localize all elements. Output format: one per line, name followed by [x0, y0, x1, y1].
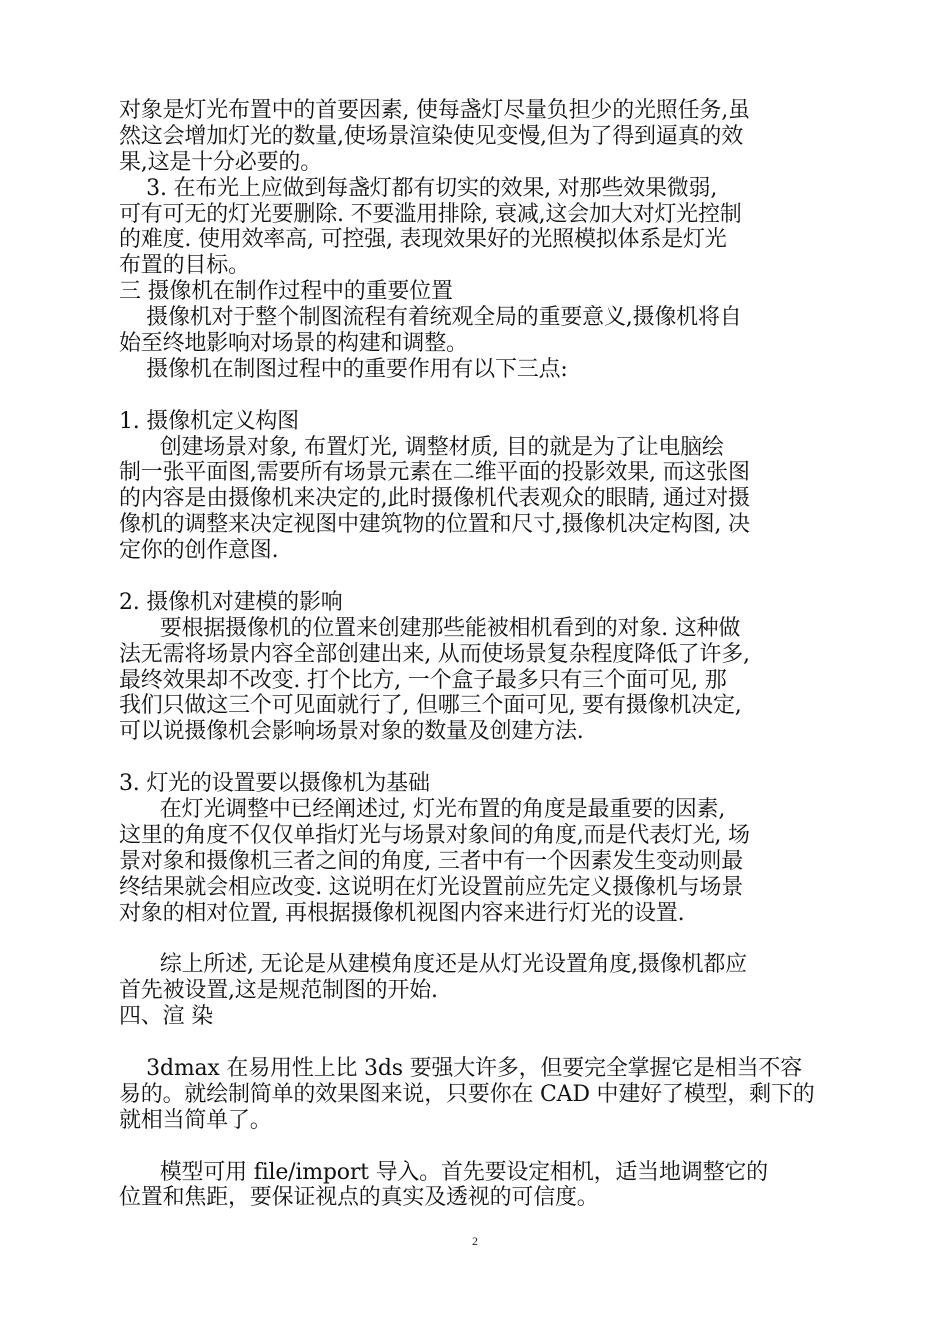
text-line: 最终效果却不改变. 打个比方, 一个盒子最多只有三个面可见, 那 [119, 667, 727, 693]
text-line: 对象是灯光布置中的首要因素, 使每盏灯尽量负担少的光照任务,虽 [119, 98, 750, 123]
text-line: 这里的角度不仅仅单指灯光与场景对象间的角度,而是代表灯光, 场 [119, 822, 750, 848]
text-line: 可以说摄像机会影响场景对象的数量及创建方法. [119, 719, 584, 745]
blank-line [119, 383, 832, 409]
subsection-heading: 1. 摄像机定义构图 [119, 408, 299, 434]
blank-line [119, 927, 832, 953]
text-line: 就相当简单了。 [119, 1107, 272, 1133]
text-line: 模型可用 file/import 导入。首先要设定相机，适当地调整它的 [119, 1159, 768, 1185]
section-heading: 四、渲 染 [119, 1004, 213, 1030]
document-body [119, 98, 832, 1211]
blank-line [119, 745, 832, 771]
text-line: 摄像机对于整个制图流程有着统观全局的重要意义,摄像机将自 [119, 305, 742, 331]
text-line: 定你的创作意图. [119, 538, 279, 564]
blank-line [119, 564, 832, 590]
text-line: 可有可无的灯光要删除. 不要滥用排除, 衰减,这会加大对灯光控制 [119, 201, 742, 227]
text-line: 易的。就绘制简单的效果图来说，只要你在 CAD 中建好了模型，剩下的 [119, 1081, 815, 1107]
text-line: 在灯光调整中已经阐述过, 灯光布置的角度是最重要的因素, [119, 797, 726, 823]
text-line: 始至终地影响对场景的构建和调整。 [119, 331, 468, 357]
text-line: 果,这是十分必要的。 [119, 149, 322, 175]
text-line: 的难度. 使用效率高, 可控强, 表现效果好的光照模拟体系是灯光 [119, 227, 727, 253]
text-line: 3dmax 在易用性上比 3ds 要强大许多，但要完全掌握它是相当不容 [119, 1055, 802, 1081]
text-line: 法无需将场景内容全部创建出来, 从而使场景复杂程度降低了许多, [119, 641, 750, 667]
text-line: 综上所述, 无论是从建模角度还是从灯光设置角度,摄像机都应 [119, 952, 747, 978]
text-line: 对象的相对位置, 再根据摄像机视图内容来进行灯光的设置. [119, 900, 685, 926]
text-line: 像机的调整来决定视图中建筑物的位置和尺寸,摄像机决定构图, 决 [119, 512, 750, 538]
text-line: 3. 在布光上应做到每盏灯都有切实的效果, 对那些效果微弱, [119, 175, 718, 201]
text-line: 终结果就会相应改变. 这说明在灯光设置前应先定义摄像机与场景 [119, 874, 743, 900]
text-line: 制一张平面图,需要所有场景元素在二维平面的投影效果, 而这张图 [119, 460, 750, 486]
subsection-heading: 2. 摄像机对建模的影响 [119, 589, 343, 615]
subsection-heading: 3. 灯光的设置要以摄像机为基础 [119, 771, 430, 797]
text-line: 位置和焦距，要保证视点的真实及透视的可信度。 [119, 1185, 599, 1211]
text-line: 布置的目标。 [119, 253, 250, 279]
text-line: 创建场景对象, 布置灯光, 调整材质, 目的就是为了让电脑绘 [119, 434, 724, 460]
text-line: 首先被设置,这是规范制图的开始. [119, 978, 438, 1004]
text-line: 的内容是由摄像机来决定的,此时摄像机代表观众的眼睛, 通过对摄 [119, 486, 750, 512]
text-line: 我们只做这三个可见面就行了, 但哪三个面可见, 要有摄像机决定, [119, 693, 742, 719]
section-heading: 三 摄像机在制作过程中的重要位置 [119, 279, 453, 305]
page-number: 2 [472, 1234, 478, 1248]
text-line: 摄像机在制图过程中的重要作用有以下三点: [119, 356, 568, 382]
blank-line [119, 1134, 832, 1160]
text-line: 景对象和摄像机三者之间的角度, 三者中有一个因素发生变动则最 [119, 848, 743, 874]
text-line: 要根据摄像机的位置来创建那些能被相机看到的对象. 这种做 [119, 615, 741, 641]
text-line: 然这会增加灯光的数量,使场景渲染使见变慢,但为了得到逼真的效 [119, 123, 743, 149]
blank-line [119, 1030, 832, 1056]
